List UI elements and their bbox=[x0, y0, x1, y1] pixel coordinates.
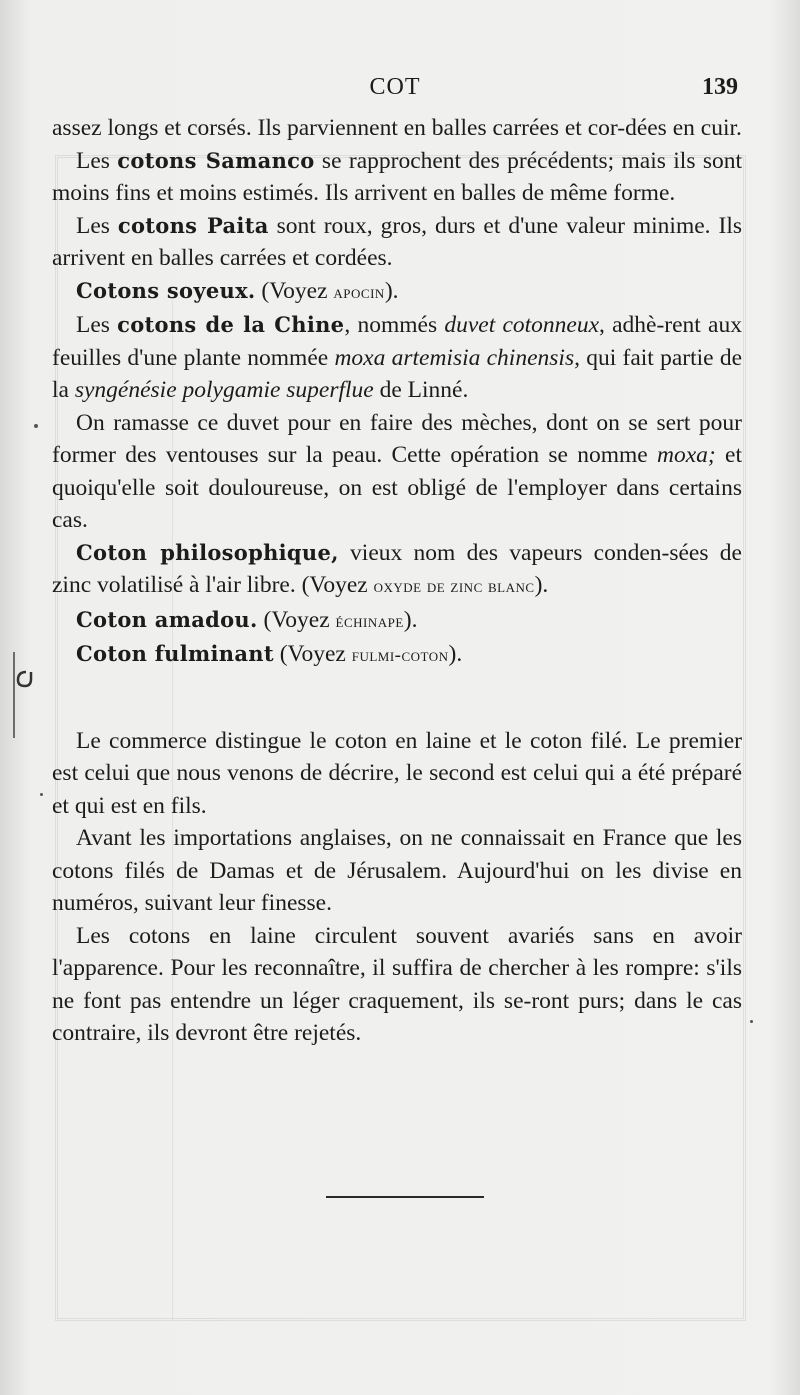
cross-reference: apocin bbox=[333, 281, 385, 303]
paragraph bbox=[52, 604, 742, 639]
section-gap bbox=[52, 673, 742, 725]
entry-term: Cotons soyeux. bbox=[76, 277, 256, 303]
italic-term: moxa; bbox=[657, 442, 716, 468]
text-run: sont roux, gros, durs et d'une valeur minime. Ils arrivent en balles carrées et cordées. bbox=[52, 212, 743, 271]
paragraph bbox=[52, 210, 742, 275]
speck bbox=[750, 1020, 753, 1023]
italic-term: syngénésie polygamie superflue bbox=[74, 377, 374, 403]
page-header bbox=[50, 70, 740, 104]
text-run: Les bbox=[76, 147, 118, 174]
text-run: assez longs et corsés. Ils parviennent en balles carrées et cor-dées en cuir. bbox=[52, 115, 742, 141]
text-run: et quoiqu'elle soit douloureuse, on est obligé de l'employer dans certains cas. bbox=[52, 442, 743, 533]
margin-annotation-mark bbox=[8, 650, 42, 740]
paragraph bbox=[52, 407, 742, 537]
entry-term: cotons Paita bbox=[117, 212, 269, 238]
italic-term: duvet cotonneux bbox=[444, 312, 600, 338]
text-run: , adhè-rent aux feuilles d'une plante nommée bbox=[52, 312, 742, 371]
entry-term: Coton fulminant bbox=[76, 641, 274, 666]
paragraph bbox=[52, 309, 742, 407]
text-run: Le commerce distingue le coton en laine et le coton filé. Le premier est celui que nous venons de décrire, le second est celui qui a été préparé et qui est en fils. bbox=[52, 727, 742, 819]
page-number: 139 bbox=[702, 74, 738, 100]
speck bbox=[34, 424, 38, 428]
cross-reference: échinape bbox=[335, 610, 404, 632]
cross-reference: oxyde de zinc blanc bbox=[373, 576, 535, 597]
text-run: se rapprochent des précédents; mais ils sont moins fins et moins estimés. Ils arrivent en balles de même forme. bbox=[52, 147, 742, 206]
entry-term: Coton amadou. bbox=[76, 606, 258, 632]
text-run: Avant les importations anglaises, on ne connaissait en France que les cotons filés de Damas et de Jérusalem. Aujourd'hui on les divise en numéros, suivant leur finesse. bbox=[52, 825, 742, 916]
text-run: On ramasse ce duvet pour en faire des mèches, dont on se sert pour former des ventouses sur la peau. Cette opération se nomme bbox=[52, 409, 742, 468]
paragraph bbox=[52, 822, 742, 920]
running-title: COT bbox=[369, 74, 421, 100]
paragraph bbox=[52, 112, 742, 145]
text-run: de Linné. bbox=[373, 377, 469, 403]
text-run: Les bbox=[76, 212, 118, 239]
paragraph bbox=[52, 145, 742, 210]
entry-term: cotons Samanco bbox=[117, 147, 315, 173]
paragraph bbox=[52, 275, 742, 310]
text-run: qui fait partie de la bbox=[52, 344, 742, 403]
end-rule bbox=[326, 1196, 484, 1198]
text-run: Les cotons en laine circulent souvent avariés sans en avoir l'apparence. Pour les reconnaître, il suffira de chercher à les rompre: s'ils ne font pas entendre un léger craquement, ils se-ront purs; dans le cas contraire, ils devront être rejetés. bbox=[52, 922, 742, 1046]
text-run: ). bbox=[534, 572, 549, 598]
text-run: (Voyez bbox=[257, 606, 336, 633]
text-run: ). bbox=[403, 606, 418, 633]
speck bbox=[40, 793, 43, 796]
entry-term: Coton philosophique, bbox=[76, 539, 339, 565]
text-run: Les bbox=[76, 312, 118, 338]
italic-term: moxa artemisia chinensis, bbox=[334, 344, 580, 371]
text-run: , nommés bbox=[344, 312, 445, 338]
paragraph bbox=[52, 638, 742, 673]
text-run: ). bbox=[384, 277, 399, 304]
paragraph bbox=[52, 537, 742, 604]
paragraph bbox=[52, 920, 742, 1050]
text-run: ). bbox=[448, 641, 463, 667]
text-run: vieux nom des vapeurs conden-sées de zinc volatilisé à l'air libre. (Voyez bbox=[52, 539, 742, 598]
cross-reference: fulmi-coton bbox=[351, 645, 449, 666]
text-run: (Voyez bbox=[273, 641, 352, 667]
paragraph bbox=[52, 725, 742, 823]
entry-term: cotons de la Chine bbox=[117, 312, 345, 337]
text-run: (Voyez bbox=[255, 277, 334, 304]
page-body bbox=[52, 112, 742, 1050]
